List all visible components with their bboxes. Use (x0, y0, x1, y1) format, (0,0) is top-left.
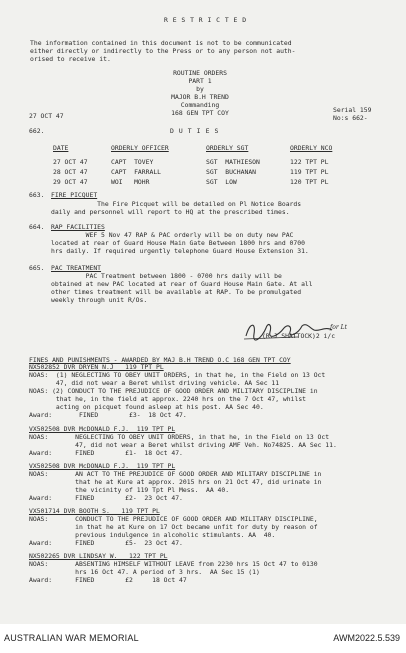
duty-sgt: SGT BUCHANAN (206, 168, 257, 176)
archive-name: AUSTRALIAN WAR MEMORIAL (4, 633, 139, 643)
fine-line: NOAS: CONDUCT TO THE PREJUDICE OF GOOD ORDER AND MILITARY DISCIPLINE, (29, 515, 318, 523)
order-664-line: WEF 5 Nov 47 RAP & PAC orderly will be on duty new PAC (51, 231, 294, 239)
fine-line: NOAS: (1) NEGLECTING TO OBEY UNIT ORDERS, in that he, in the Field on 13 Oct (29, 371, 326, 379)
duty-sgt: SGT MATHIESON (206, 158, 260, 166)
title-commanding: Commanding (180, 101, 220, 109)
fine-line: 47, did not wear a Beret whilst driving AMF Veh. No74825. AA Sec 11. (29, 441, 337, 449)
fine-award: Award: FINED £2 18 Oct 47 (29, 576, 187, 584)
fine-line: acting on picquet found asleep at his post. AA Sec 40. (29, 403, 264, 411)
fine-line: 47, did not wear a Beret whilst driving vehicle. AA Sec 11 (29, 379, 280, 387)
fine-soldier: VX502508 DVR McDONALD F.J. 119 TPT PL (29, 425, 176, 433)
order-665-line: PAC Treatment between 1800 - 0700 hrs daily will be (51, 272, 282, 280)
title-by: by (196, 85, 204, 93)
fine-line: NOAS: NEGLECTING TO OBEY UNIT ORDERS, in that he, in the Field on 13 Oct (29, 433, 330, 441)
serial-number: Serial 159 (333, 106, 372, 114)
archive-reference: AWM2022.5.539 (333, 633, 400, 643)
notice-line-2: either directly or indirectly to the Press or to any person not auth- (30, 47, 296, 55)
duty-sgt: SGT LOW (206, 178, 237, 186)
order-663-number: 663. (29, 191, 45, 199)
fine-line: hrs 16 Oct 47. A period of 3 hrs. AA Sec 15 (1) (29, 568, 260, 576)
duty-date: 29 OCT 47 (53, 178, 88, 186)
fine-line: that he, in the field at approx. 2240 hrs on the 7 Oct 47, whilst (29, 395, 307, 403)
notice-line-3: orised to receive it. (30, 55, 111, 63)
fine-soldier: NX502852 DVR DRYEN N.J 119 TPT PL (29, 363, 164, 371)
order-665-line: weekly through unit R/Os. (51, 296, 148, 304)
duty-nco: 120 TPT PL (290, 178, 329, 186)
duty-nco: 122 TPT PL (290, 158, 329, 166)
fine-award: Award: FINED £1- 18 Oct 47. (29, 449, 183, 457)
signature-for: for Lt (330, 324, 348, 331)
duties-col-date: DATE (53, 144, 69, 152)
duties-col-nco: ORDERLY NCO (290, 144, 333, 152)
duty-officer: WOI MOHR (111, 178, 150, 186)
fines-heading: FINES AND PUNISHMENTS - AWARDED BY MAJ B.H TREND O.C 168 GEN TPT COY (29, 356, 291, 364)
serial-order-numbers: No:s 662- (333, 114, 368, 122)
order-663-line: daily and personnel will report to HQ at the prescribed times. (51, 208, 290, 216)
notice-line-1: The information contained in this document is not to be communicated (30, 39, 292, 47)
title-routine-orders: ROUTINE ORDERS (173, 69, 227, 77)
fine-award: Award: FINED £3- 18 Oct 47. (29, 411, 187, 419)
duties-col-officer: ORDERLY OFFICER (111, 144, 169, 152)
order-665-title: PAC TREATMENT (51, 264, 102, 272)
order-664-title: RAP FACILITIES (51, 223, 105, 231)
duty-nco: 119 TPT PL (290, 168, 329, 176)
fine-soldier: VX502508 DVR McDONALD F.J. 119 TPT PL (29, 462, 176, 470)
duties-col-sgt: ORDERLY SGT (206, 144, 249, 152)
title-unit: 168 GEN TPT COY (171, 109, 229, 117)
order-663-line: The Fire Picquet will be detailed on Pl Notice Boards (51, 200, 302, 208)
duty-date: 28 OCT 47 (53, 168, 88, 176)
signature-name: (R.J SHATTOCK)2 i/c (262, 332, 336, 340)
order-665-number: 665. (29, 264, 45, 272)
fine-line: NOAS: (2) CONDUCT TO THE PREJUDICE OF GOOD ORDER AND MILITARY DISCIPLINE in (29, 387, 318, 395)
fine-soldier: VX501714 DVR BOOTH S. 119 TPT PL (29, 507, 160, 515)
fine-award: Award: FINED £5- 23 Oct 47. (29, 539, 183, 547)
duty-officer: CAPT TOVEY (111, 158, 154, 166)
order-date: 27 OCT 47 (29, 112, 64, 120)
fine-line: the vicinity of 119 Tpt Pl Mess. AA 40. (29, 486, 230, 494)
order-664-line: located at rear of Guard House Main Gate Between 1800 hrs and 0700 (51, 239, 305, 247)
fine-line: in that he at Kure on 17 Oct became unfit for duty by reason of (29, 523, 318, 531)
fine-line: NOAS: ABSENTING HIMSELF WITHOUT LEAVE from 2230 hrs 15 Oct 47 to 0130 (29, 560, 318, 568)
order-665-line: obtained at new PAC located at rear of Guard House Main Gate. At all (51, 280, 313, 288)
title-part: PART 1 (188, 77, 212, 85)
duties-order-number: 662. (29, 127, 45, 135)
order-664-line: hrs daily. If required urgently telephone Guard House Extension 31. (51, 247, 309, 255)
fine-line: that he at Kure at approx. 2015 hrs on 21 Oct 47, did urinate in (29, 478, 322, 486)
fine-soldier: NX502265 DVR LINDSAY W. 122 TPT PL (29, 552, 168, 560)
duty-date: 27 OCT 47 (53, 158, 88, 166)
duty-officer: CAPT FARRALL (111, 168, 162, 176)
fine-award: Award: FINED £2- 23 Oct 47. (29, 494, 183, 502)
order-664-number: 664. (29, 223, 45, 231)
title-officer: MAJOR B.H TREND (171, 93, 229, 101)
order-663-title: FIRE PICQUET (51, 191, 98, 199)
archive-footer (0, 624, 406, 653)
fine-line: NOAS: AN ACT TO THE PREJUDICE OF GOOD ORDER AND MILITARY DISCIPLINE in (29, 470, 322, 478)
classification-heading: R E S T R I C T E D (164, 16, 247, 24)
order-665-line: other times treatment will be available at RAP. To be promulgated (51, 288, 302, 296)
duties-heading: D U T I E S (170, 127, 219, 135)
fine-line: previous indulgence in alcoholic stimulants. AA 40. (29, 531, 276, 539)
